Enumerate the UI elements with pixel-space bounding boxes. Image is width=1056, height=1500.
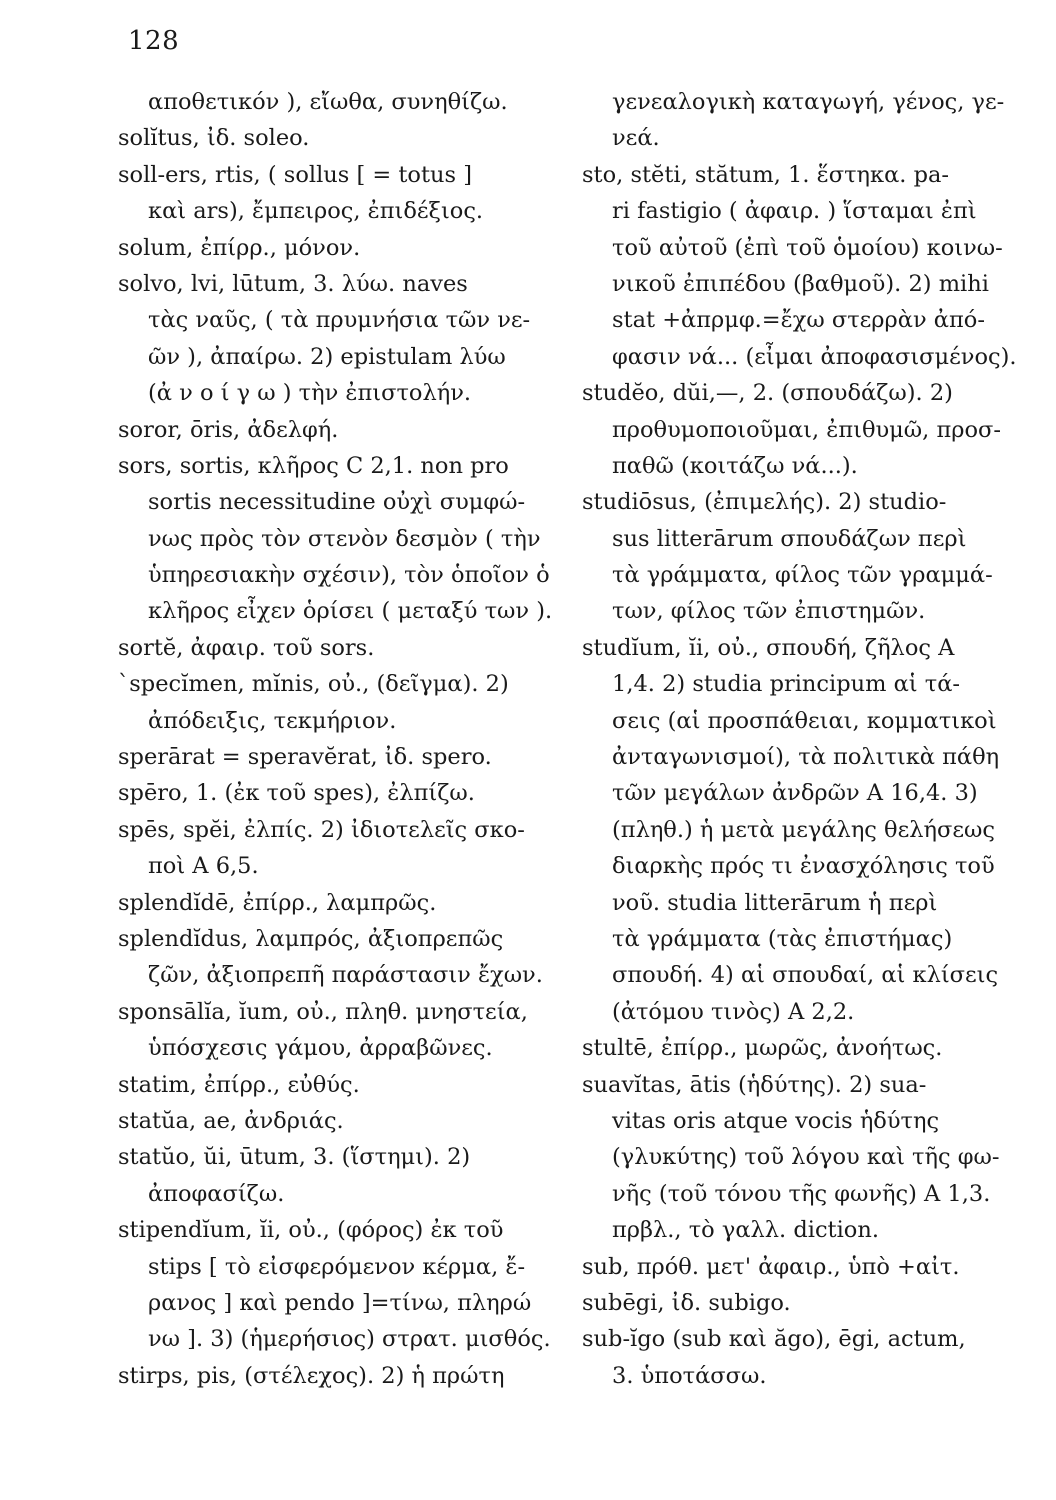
entry-continuation-line: τῶν μεγάλων ἀνδρῶν A 16,4. 3)	[612, 780, 978, 807]
entry-headword-line: `specĭmen, mĭnis, οὐ., (δεῖγμα). 2)	[118, 671, 509, 698]
entry-continuation-line: σπουδή. 4) αἱ σπουδαί, αἱ κλίσεις	[612, 962, 999, 989]
entry-continuation-line: καὶ ars), ἔμπειρος, ἐπιδέξιος.	[148, 198, 484, 225]
entry-continuation-line: νοῦ. studia litterārum ἡ περὶ	[612, 889, 938, 916]
entry-continuation-line: ri fastigio ( ἀφαιρ. ) ἵσταμαι ἐπὶ	[612, 198, 977, 225]
left-column	[118, 84, 588, 1394]
entry-headword-line: statŭa, ae, ἀνδριάς.	[118, 1107, 344, 1134]
entry-headword-line: spēs, spĕi, ἐλπίς. 2) ἰδιοτελεῖς σκο-	[118, 816, 525, 843]
entry-headword-line: suavĭtas, ātis (ἡδύτης). 2) sua-	[582, 1071, 927, 1098]
entry-continuation-line: ποὶ A 6,5.	[148, 853, 259, 880]
entry-continuation-line: των, φίλος τῶν ἐπιστημῶν.	[612, 598, 926, 625]
entry-headword-line: soror, ōris, ἀδελφή.	[118, 416, 339, 443]
entry-headword-line: splendĭdē, ἐπίρρ., λαμπρῶς.	[118, 889, 437, 916]
entry-continuation-line: ἀπόδειξις, τεκμήριον.	[148, 707, 397, 734]
entry-continuation-line: stips [ τὸ εἰσφερόμενον κέρμα, ἔ-	[148, 1253, 526, 1280]
page-number: 128	[128, 26, 180, 56]
entry-continuation-line: τὰ γράμματα, φίλος τῶν γραμμά-	[612, 562, 993, 589]
entry-continuation-line: προθυμοποιοῦμαι, ἐπιθυμῶ, προσ-	[612, 416, 1001, 443]
entry-continuation-line: ρανος ] καὶ pendo ]=τίνω, πληρώ	[148, 1289, 532, 1316]
entry-continuation-line: νῆς (τοῦ τόνου τῆς φωνῆς) A 1,3.	[612, 1180, 991, 1207]
entry-continuation-line: γενεαλογικὴ καταγωγή, γένος, γε-	[612, 89, 1005, 115]
entry-headword-line: soll-ers, rtis, ( sollus [ = totus ]	[118, 161, 472, 188]
entry-headword-line: sub-ĭgo (sub καὶ ăgo), ēgi, actum,	[582, 1326, 966, 1353]
entry-continuation-line: κλῆρος εἶχεν ὁρίσει ( μεταξύ των ).	[148, 598, 553, 625]
entry-continuation-line: (πληθ.) ἡ μετὰ μεγάλης θελήσεως	[612, 816, 995, 843]
entry-continuation-line: διαρκὴς πρός τι ἐνασχόλησις τοῦ	[612, 853, 995, 880]
entry-headword-line: stultē, ἐπίρρ., μωρῶς, ἀνοήτως.	[582, 1035, 943, 1062]
entry-headword-line: studiōsus, (ἐπιμελής). 2) studio-	[582, 489, 947, 516]
entry-continuation-line: νικοῦ ἐπιπέδου (βαθμοῦ). 2) mihi	[612, 270, 989, 297]
entry-headword-line: studĭum, ĭi, οὐ., σπουδή, ζῆλος A	[582, 634, 955, 661]
entry-continuation-line: τοῦ αὐτοῦ (ἐπὶ τοῦ ὁμοίου) κοινω-	[612, 234, 1003, 261]
entry-continuation-line: ὑπηρεσιακὴν σχέσιν), τὸν ὁποῖον ὁ	[148, 562, 550, 589]
entry-headword-line: stirps, pis, (στέλεχος). 2) ἡ πρώτη	[118, 1362, 505, 1389]
entry-continuation-line: παθῶ (κοιτάζω νά...).	[612, 452, 858, 479]
entry-headword-line: solum, ἐπίρρ., μόνον.	[118, 234, 361, 261]
entry-continuation-line: αποθετικόν ), εἴωθα, συνηθίζω.	[148, 89, 508, 115]
entry-continuation-line: πρβλ., τὸ γαλλ. diction.	[612, 1217, 879, 1244]
entry-continuation-line: τὰ γράμματα (τὰς ἐπιστήμας)	[612, 925, 953, 952]
entry-continuation-line: ὑπόσχεσις γάμου, ἀρραβῶνες.	[148, 1035, 493, 1062]
entry-headword-line: solvo, lvi, lūtum, 3. λύω. naves	[118, 270, 468, 297]
entry-continuation-line: sus litterārum σπουδάζων περὶ	[612, 525, 967, 552]
entry-continuation-line: (ἀτόμου τινὸς) A 2,2.	[612, 998, 855, 1025]
entry-continuation-line: φασιν νά... (εἶμαι ἀποφασισμένος).	[612, 343, 1017, 370]
entry-headword-line: statŭo, ŭi, ūtum, 3. (ἵστημι). 2)	[118, 1144, 471, 1171]
entry-headword-line: statim, ἐπίρρ., εὐθύς.	[118, 1071, 360, 1098]
entry-headword-line: solĭtus, ἰδ. soleo.	[118, 125, 310, 152]
entry-continuation-line: νεά.	[612, 125, 660, 152]
entry-continuation-line: stat +ἀπρμφ.=ἔχω στερρὰν ἀπό-	[612, 307, 985, 334]
entry-continuation-line: ἀνταγωνισμοί), τὰ πολιτικὰ πάθη	[612, 744, 1000, 771]
entry-continuation-line: sortis necessitudine οὐχὶ συμφώ-	[148, 489, 526, 516]
entry-headword-line: stipendĭum, ĭi, οὐ., (φόρος) ἐκ τοῦ	[118, 1217, 504, 1244]
entry-headword-line: subēgi, ἰδ. subigo.	[582, 1289, 791, 1316]
entry-continuation-line: ῶν ), ἀπαίρω. 2) epistulam λύω	[148, 343, 506, 370]
entry-continuation-line: νως πρὸς τὸν στενὸν δεσμὸν ( τὴν	[148, 525, 541, 552]
entry-continuation-line: (ἀ ν ο ί γ ω ) τὴν ἐπιστολήν.	[148, 380, 472, 407]
entry-continuation-line: ζῶν, ἀξιοπρεπῆ παράστασιν ἔχων.	[148, 962, 543, 989]
entry-continuation-line: vitas oris atque vocis ἡδύτης	[612, 1107, 940, 1134]
entry-headword-line: sortĕ, ἀφαιρ. τοῦ sors.	[118, 634, 375, 661]
right-column	[582, 84, 1052, 1394]
entry-continuation-line: 1,4. 2) studia principum αἱ τά-	[612, 671, 961, 698]
entry-headword-line: studĕo, dŭi,—, 2. (σπουδάζω). 2)	[582, 380, 953, 407]
entry-continuation-line: ἀποφασίζω.	[148, 1180, 285, 1207]
entry-continuation-line: (γλυκύτης) τοῦ λόγου καὶ τῆς φω-	[612, 1144, 1000, 1171]
entry-continuation-line: σεις (αἱ προσπάθειαι, κομματικοὶ	[612, 707, 997, 734]
entry-continuation-line: 3. ὑποτάσσω.	[612, 1362, 767, 1389]
entry-continuation-line: τὰς ναῦς, ( τὰ πρυμνήσια τῶν νε-	[148, 307, 531, 334]
entry-headword-line: splendĭdus, λαμπρός, ἀξιοπρεπῶς	[118, 925, 504, 952]
entry-headword-line: sors, sortis, κλῆρος C 2,1. non pro	[118, 452, 509, 479]
entry-headword-line: spēro, 1. (ἐκ τοῦ spes), ἐλπίζω.	[118, 780, 475, 807]
entry-headword-line: sperārat = speravĕrat, ἰδ. spero.	[118, 744, 492, 771]
entry-headword-line: sto, stĕti, stătum, 1. ἕστηκα. pa-	[582, 161, 950, 188]
entry-headword-line: sub, πρόθ. μετ' ἀφαιρ., ὑπὸ +αἰτ.	[582, 1253, 960, 1280]
entry-continuation-line: νω ]. 3) (ἡμερήσιος) στρατ. μισθός.	[148, 1326, 551, 1353]
entry-headword-line: sponsālĭa, ĭum, οὐ., πληθ. μνηστεία,	[118, 998, 528, 1025]
